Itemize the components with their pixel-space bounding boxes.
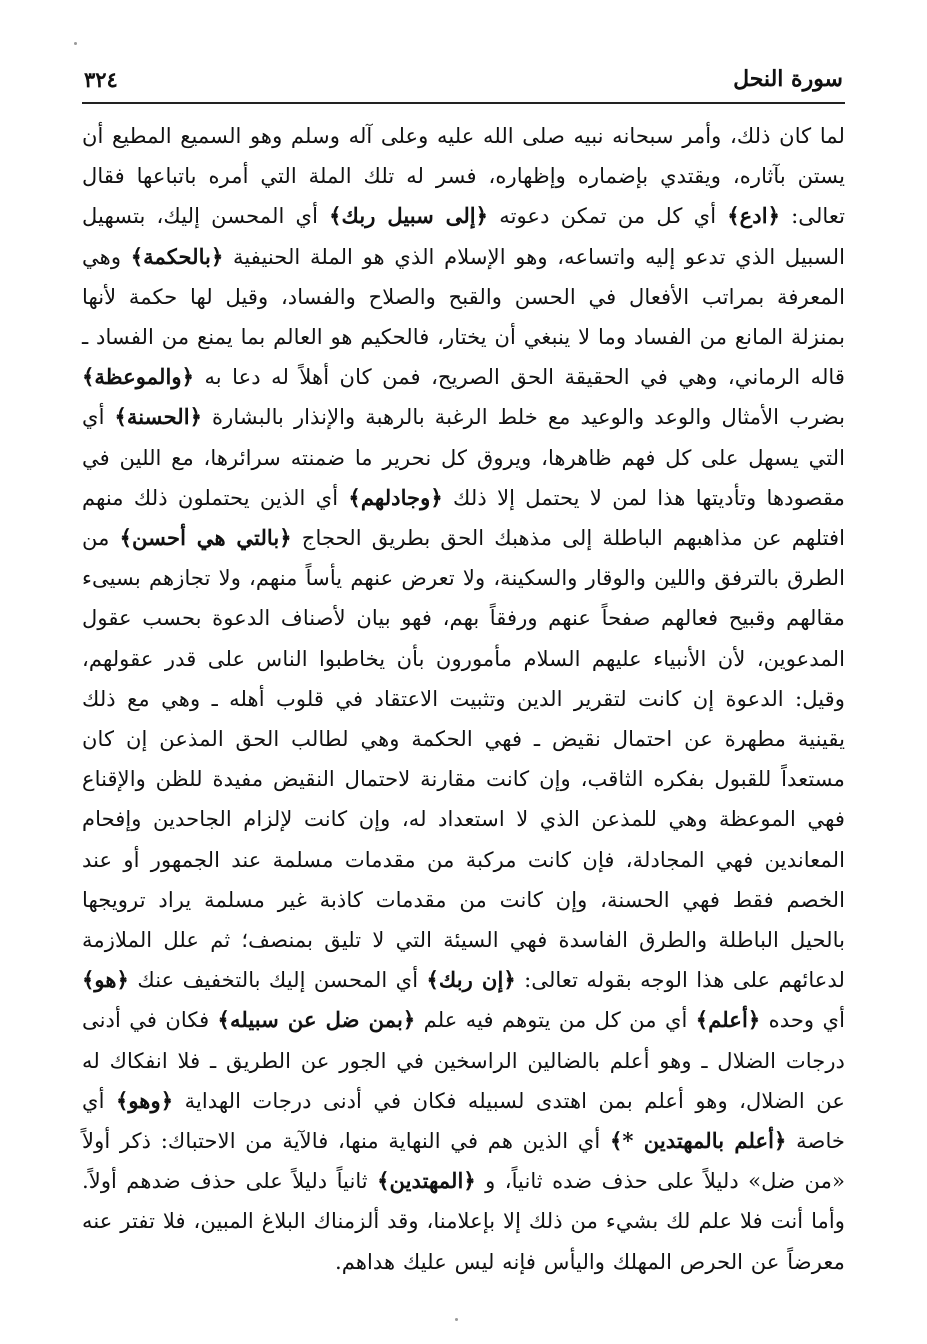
tafsir-body-text [82,116,845,1282]
commentary-text: لما كان ذلك، وأمر سبحانه نبيه صلى الله عليه وعلى آله وسلم وهو السميع المطيع أن يستن بآثاره، ويقتدي بإضماره وإظهاره، فسر له تلك الملة التي أمره باتباعها فقال تعالى: [82,123,845,229]
commentary-text: من الطرق بالترفق واللين والوقار والسكينة، ولا تعرض عنهم يأساً منهم، ولا تجازهم بسيىء مقالهم وقبيح فعالهم صفحاً عنهم ورفقاً بهم، فهو بيان لأصناف الدعوة بحسب عقول المدعوين، لأن الأنبياء عليهم السلام مأمورون بأن يخاطبوا الناس على قدر عقولهم، وقيل: الدعوة إن كانت لتقرير الدين وتثبيت الاعتقاد في قلوب أهله ـ وهي مع ذلك يقينية مطهرة عن احتمال نقيض ـ فهي الحكمة وهي لطالب الحق المذعن إن كان مستعداً للقبول بفكره الثاقب، وإن كانت مقارنة لاحتمال النقيض مفيدة للظن والإقناع فهي الموعظة وهي للمذعن الذي لا استعداد له، وإن كانت لإلزام الجاحدين وإفحام المعاندين فهي المجادلة، فإن كانت مركبة من مقدمات مسلمة عند الجمهور أو عند الخصم فقط فهي الحسنة، وإن كانت من مقدمات كاذبة غير مسلمة يراد ترويجها بالحيل الباطلة والطرق الفاسدة فهي السيئة التي لا تليق بمنصف؛ ثم علل الملازمة لدعائهم على هذا الوجه بقوله تعالى: [82,525,845,993]
quran-quote: ﴿بمن ضل عن سبيله﴾ [217,1007,416,1033]
commentary-text: أي وحده [760,1007,845,1033]
scan-speck [455,1318,458,1321]
surah-title: سورة النحل [733,66,843,92]
scan-speck [74,42,77,45]
quran-quote: ﴿والموعظة﴾ [82,364,194,390]
header-rule [82,102,845,104]
quran-quote: ﴿إن ربك﴾ [426,967,516,993]
commentary-text: أي الذين هم في النهاية منها، فالآية من الاحتباك: ذكر أولاً «من ضل» دليلاً على حذف ضده ثانياً، و [82,1128,845,1194]
commentary-text: أي خاصة [82,1087,846,1154]
commentary-text: أي التي يسهل على كل فهم ظاهرها، ويروق كل نحرير ما ضمنته سرائرها، مع اللين في مقصودها وتأديتها هذا لمن لا يحتمل إلا ذلك [82,404,845,510]
quran-quote: ﴿ادع﴾ [727,203,781,229]
commentary-text: أي الذين يحتملون ذلك منهم افتلهم عن مذاهبهم الباطلة إلى مذهبك الحق بطريق الحجاج [82,484,846,551]
quran-quote: ﴿إلى سبيل ربك﴾ [329,203,489,229]
quran-quote: ﴿هو﴾ [82,967,129,993]
quran-quote: ﴿أعلم﴾ [695,1007,761,1033]
page-header [84,62,843,96]
commentary-text: أي المحسن إليك، بتسهيل السبيل الذي تدعو إليه واتساعه، وهو الإسلام الذي هو الملة الحنيفية [82,203,845,269]
quran-quote: ﴿وجادلهم﴾ [348,484,443,510]
quran-quote: ﴿أعلم بالمهتدين *﴾ [609,1128,787,1154]
commentary-text: بضرب الأمثال والوعد والوعيد مع خلط الرغبة بالرهبة والإنذار بالبشارة [202,404,845,430]
commentary-text: فكان في أدنى درجات الضلال ـ وهو أعلم بالضالين الراسخين في الجور عن الطريق ـ فلا انفكاك له عن الضلال، وهو أعلم بمن اهتدى لسبيله فكان في أدنى درجات الهداية [82,1007,845,1113]
commentary-text: أي كل من تمكن دعوته [488,203,728,229]
quran-quote: ﴿المهتدين﴾ [377,1168,476,1194]
commentary-text: ثانياً دليلاً على حذف ضدهم أولاً. وأما أنت فلا علم لك بشيء من ذلك إلا بإعلامنا، وقد ألزمناك البلاغ المبين، فلا تفتر عنه معرضاً عن الحرص المهلك واليأس فإنه ليس عليك هداهم. [82,1168,845,1274]
quran-quote: ﴿بالتي هي أحسن﴾ [119,525,292,551]
quran-quote: ﴿وهو﴾ [115,1087,174,1113]
page-number: ٣٢٤ [84,66,118,92]
quran-quote: ﴿بالحكمة﴾ [130,243,224,269]
quran-quote: ﴿الحسنة﴾ [114,404,203,430]
commentary-text: أي من كل من يتوهم فيه علم [415,1007,696,1033]
commentary-text: أي المحسن إليك بالتخفيف عنك [128,967,427,993]
commentary-text: وهي المعرفة بمراتب الأفعال في الحسن والقبح والصلاح والفساد، وقيل لها حكمة لأنها بمنزلة المانع من الفساد وما لا ينبغي أن يختار، فالحكيم هو العالم بما يمنع من الفساد ـ قاله الرماني، وهي في الحقيقة الحق الصريح، فمن كان أهلاً له دعا به [82,243,845,390]
